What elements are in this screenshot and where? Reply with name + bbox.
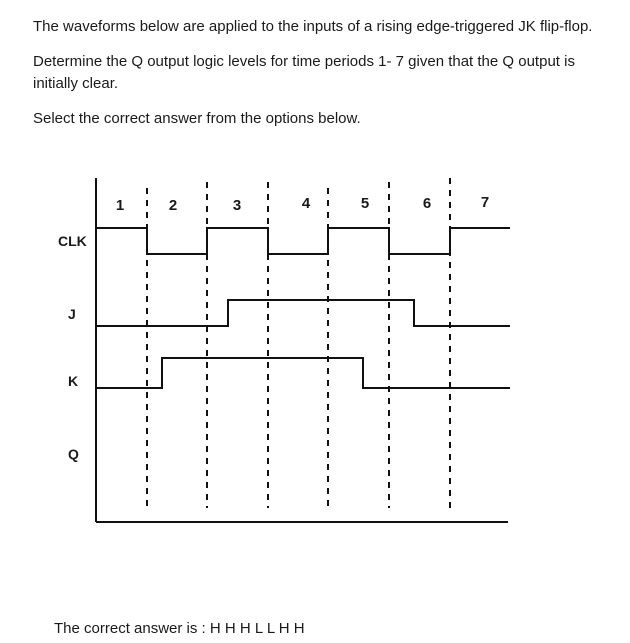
k-waveform bbox=[96, 358, 510, 388]
period-label-5: 5 bbox=[360, 195, 370, 212]
q-label: Q bbox=[68, 446, 79, 462]
period-dividers bbox=[147, 178, 450, 508]
period-label-4: 4 bbox=[301, 195, 311, 212]
j-waveform bbox=[96, 300, 510, 326]
question-line-2: Determine the Q output logic levels for time periods 1- 7 given that the Q output is initially clear. bbox=[33, 53, 575, 92]
clk-waveform bbox=[96, 228, 510, 254]
period-label-3: 3 bbox=[232, 197, 242, 214]
period-label-6: 6 bbox=[422, 195, 432, 212]
j-label: J bbox=[68, 306, 76, 322]
answer-prefix: The correct answer is : bbox=[54, 620, 206, 637]
clk-label: CLK bbox=[58, 233, 87, 249]
instruction-text: Select the correct answer from the options below. bbox=[33, 110, 361, 127]
answer-value: H H H L L H H bbox=[209, 620, 305, 637]
k-label: K bbox=[68, 373, 79, 389]
period-label-1: 1 bbox=[115, 197, 125, 214]
period-label-7: 7 bbox=[480, 194, 490, 211]
question-line-1: The waveforms below are applied to the inputs of a rising edge-triggered JK flip-flop. bbox=[33, 18, 593, 35]
period-label-2: 2 bbox=[168, 197, 178, 214]
correct-answer bbox=[54, 620, 305, 637]
